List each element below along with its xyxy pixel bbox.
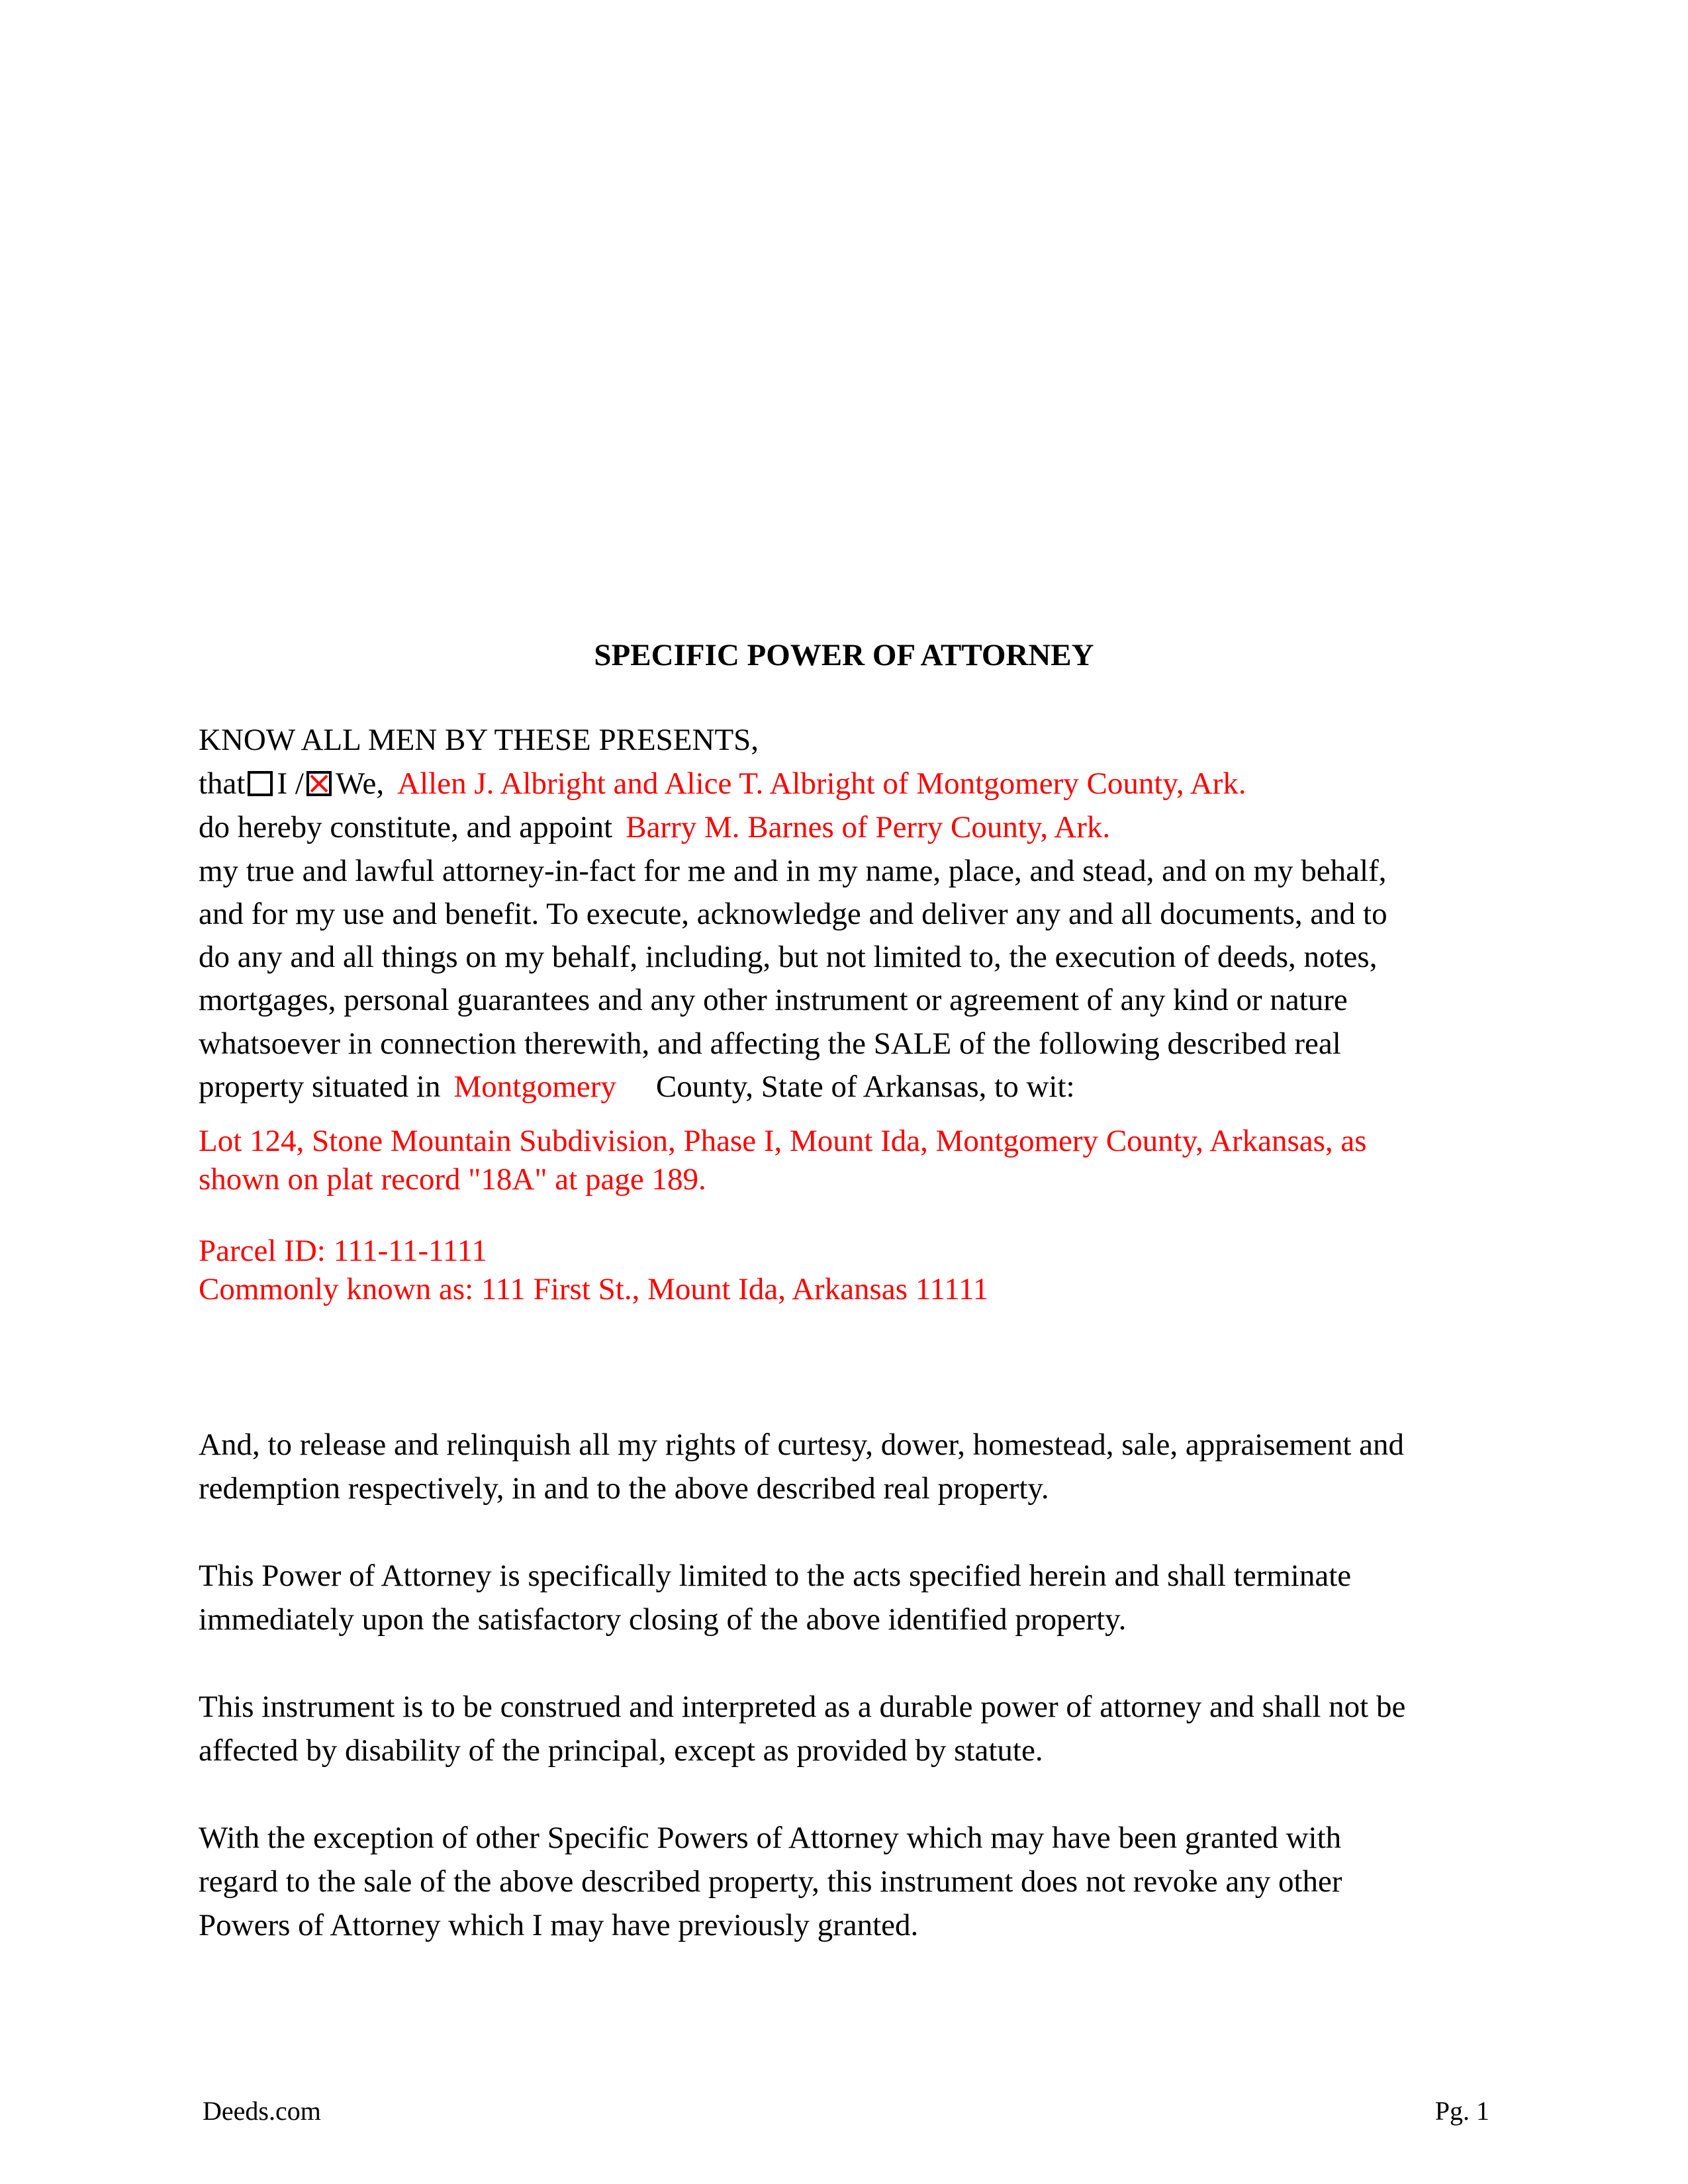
intro-line: KNOW ALL MEN BY THESE PRESENTS, <box>199 723 759 757</box>
parcel-id: Parcel ID: 111-11-1111 <box>199 1234 487 1268</box>
property-prefix: property situated in <box>199 1069 441 1104</box>
grant-text-line: do any and all things on my behalf, including, but not limited to, the execution of deeds, notes, <box>199 940 1378 974</box>
paragraph-line: This Power of Attorney is specifically limited to the acts specified herein and shall terminate <box>199 1559 1352 1593</box>
footer-page-number: Pg. 1 <box>1434 2096 1489 2126</box>
appoint-label: do hereby constitute, and appoint <box>199 810 613 844</box>
paragraph-line: Powers of Attorney which I may have previously granted. <box>199 1908 919 1942</box>
legal-description-line: shown on plat record "18A" at page 189. <box>199 1162 706 1197</box>
checkbox-we[interactable] <box>306 771 332 796</box>
legal-description-line: Lot 124, Stone Mountain Subdivision, Phase I, Mount Ida, Montgomery County, Arkansas, as <box>199 1124 1367 1158</box>
property-suffix: County, State of Arkansas, to wit: <box>655 1069 1075 1104</box>
paragraph-line: regard to the sale of the above described property, this instrument does not revoke any other <box>199 1864 1342 1899</box>
document-title: SPECIFIC POWER OF ATTORNEY <box>594 638 1094 672</box>
paragraph-release <box>199 1423 1404 1510</box>
that-label: that <box>199 766 246 801</box>
grant-text-line: whatsoever in connection therewith, and affecting the SALE of the following described real <box>199 1026 1341 1061</box>
we-label: We, <box>335 766 385 801</box>
grant-text-line: mortgages, personal guarantees and any other instrument or agreement of any kind or nature <box>199 983 1348 1017</box>
paragraph-line: This instrument is to be construed and interpreted as a durable power of attorney and shall not be <box>199 1690 1406 1724</box>
paragraph-line: And, to release and relinquish all my rights of curtesy, dower, homestead, sale, appraisement and <box>199 1428 1404 1462</box>
checked-x-icon <box>309 774 329 794</box>
paragraph-durable <box>199 1685 1405 1772</box>
paragraph-line: immediately upon the satisfactory closing of the above identified property. <box>199 1602 1127 1637</box>
attorney-in-fact-name: Barry M. Barnes of Perry County, Ark. <box>626 810 1111 844</box>
i-label: I / <box>277 766 304 801</box>
grantor-line <box>199 765 1246 802</box>
paragraph-line: affected by disability of the principal, except as provided by statute. <box>199 1733 1043 1768</box>
grant-text-line: my true and lawful attorney-in-fact for me and in my name, place, and stead, and on my behalf, <box>199 854 1387 888</box>
paragraph-revocation <box>199 1816 1342 1947</box>
appoint-line <box>199 809 1110 846</box>
property-location-line <box>199 1068 1075 1105</box>
grant-text-line: and for my use and benefit. To execute, acknowledge and deliver any and all documents, and to <box>199 897 1387 931</box>
checkbox-i[interactable] <box>248 771 273 796</box>
county-name: Montgomery <box>453 1069 616 1104</box>
footer-source: Deeds.com <box>203 2096 321 2126</box>
common-address: Commonly known as: 111 First St., Mount Ida, Arkansas 11111 <box>199 1272 989 1306</box>
paragraph-line: redemption respectively, in and to the above described real property. <box>199 1471 1049 1506</box>
grantors-names: Allen J. Albright and Alice T. Albright of Montgomery County, Ark. <box>397 766 1246 801</box>
paragraph-line: With the exception of other Specific Powers of Attorney which may have been granted with <box>199 1821 1342 1855</box>
paragraph-limitation <box>199 1554 1351 1641</box>
